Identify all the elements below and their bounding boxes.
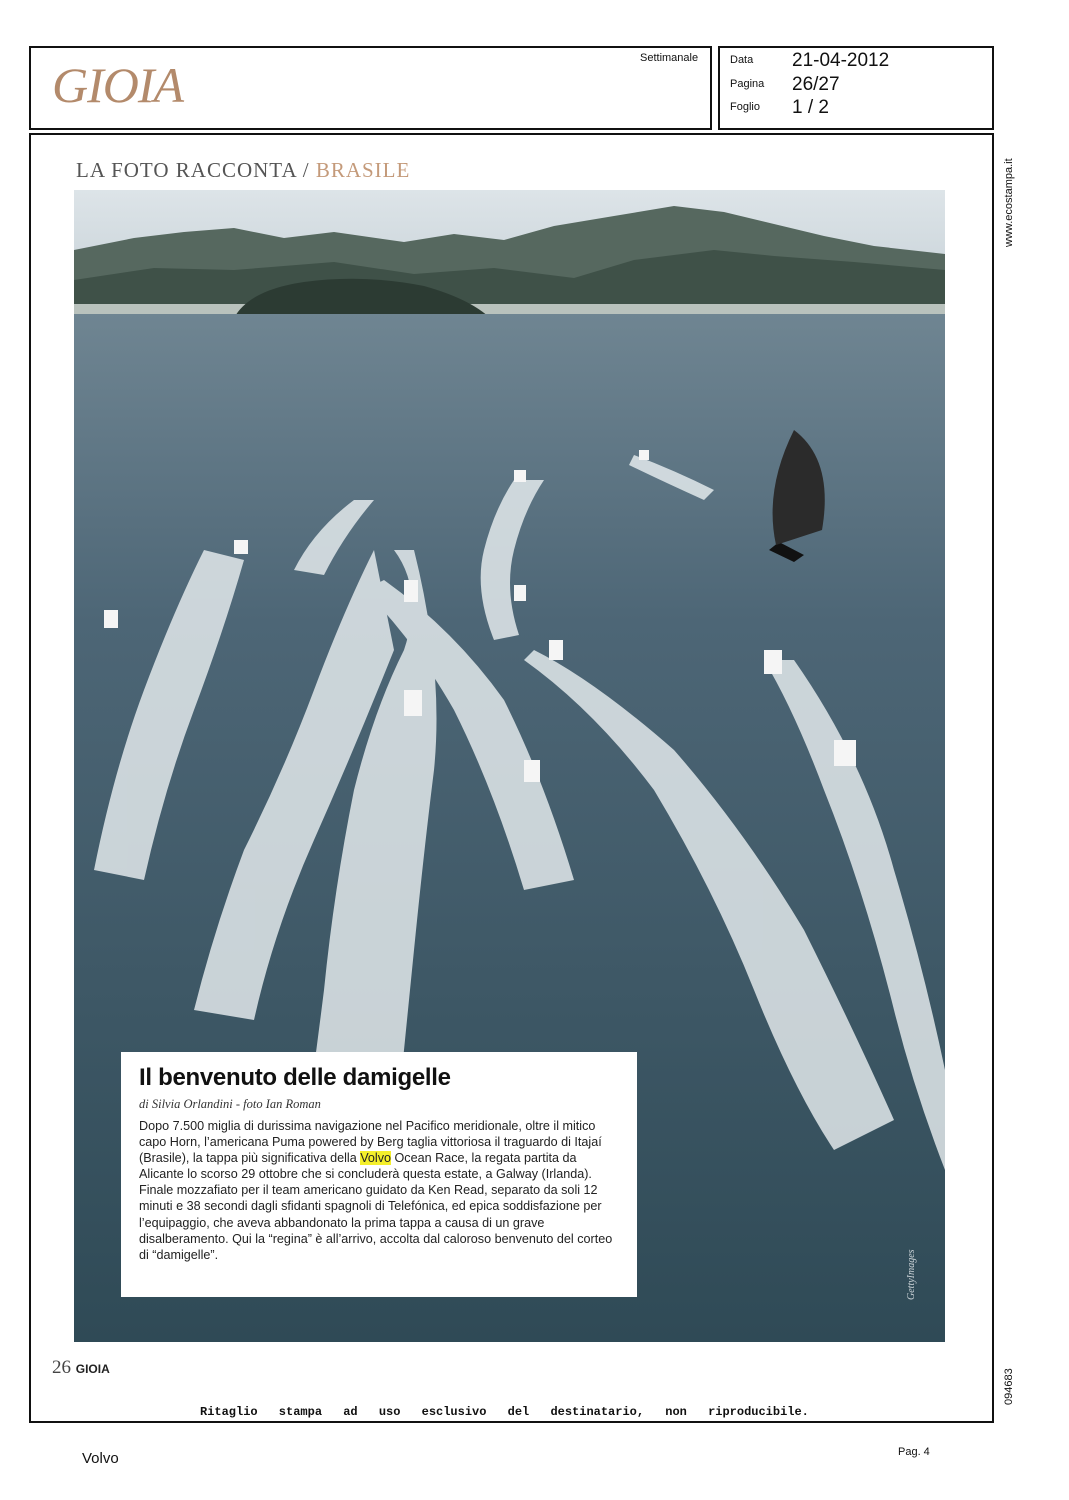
side-code: 094683 <box>1003 1368 1015 1405</box>
page-number-value: 26 <box>52 1357 71 1378</box>
frequency-label: Settimanale <box>640 52 699 64</box>
topic-label: Volvo <box>82 1450 119 1467</box>
caption-body-start: Dopo 7.500 miglia di durissima navigazione nel Pacifico meridionale, oltre il mitico capo Horn, l’americana Puma powered by Berg taglia vittoriosa il traguardo di Itajaí (Brasile), la tappa più significativa della <box>139 1119 602 1166</box>
caption-title: Il benvenuto delle damigelle <box>139 1064 451 1091</box>
page-number-magazine: GIOIA <box>75 1362 110 1376</box>
meta-value-sheet: 1 / 2 <box>792 97 829 118</box>
caption-body <box>139 1118 619 1263</box>
meta-label-page: Pagina <box>730 78 765 90</box>
section-accent: BRASILE <box>315 158 411 182</box>
photo-credit: GettyImages <box>906 1249 917 1300</box>
side-url: www.ecostampa.it <box>1003 158 1015 247</box>
page-reference: Pag. 4 <box>898 1446 930 1458</box>
meta-value-page: 26/27 <box>792 74 840 95</box>
section-heading <box>76 158 410 183</box>
caption-highlight: Volvo <box>360 1151 392 1166</box>
magazine-logo: GIOIA <box>52 57 184 113</box>
meta-value-date: 21-04-2012 <box>792 50 890 71</box>
meta-label-sheet: Foglio <box>730 101 760 113</box>
footer-note: Ritaglio stampa ad uso esclusivo del destinatario, non riproducibile. <box>200 1405 809 1419</box>
page-number <box>52 1357 110 1379</box>
section-prefix: LA FOTO RACCONTA / <box>76 158 310 182</box>
caption-byline: di Silvia Orlandini - foto Ian Roman <box>139 1097 321 1111</box>
caption-body-end: Ocean Race, la regata partita da Alicante lo scorso 29 ottobre che si concluderà questa estate, a Galway (Irlanda). Finale mozzafiato per il team americano guidato da Ken Read, separato da soli 12 minuti e 38 secondi dagli sfidanti spagnoli di Telefónica, ed epica soddisfazione per l’equipaggio, che aveva abbandonato la prima tappa a causa di un grave disalberamento. Qui la “regina” è all’arrivo, accolta dal caloroso benvenuto del corteo di “damigelle”. <box>139 1151 613 1262</box>
meta-label-date: Data <box>730 54 754 66</box>
caption-box <box>121 1052 637 1297</box>
shoreline <box>74 304 945 314</box>
